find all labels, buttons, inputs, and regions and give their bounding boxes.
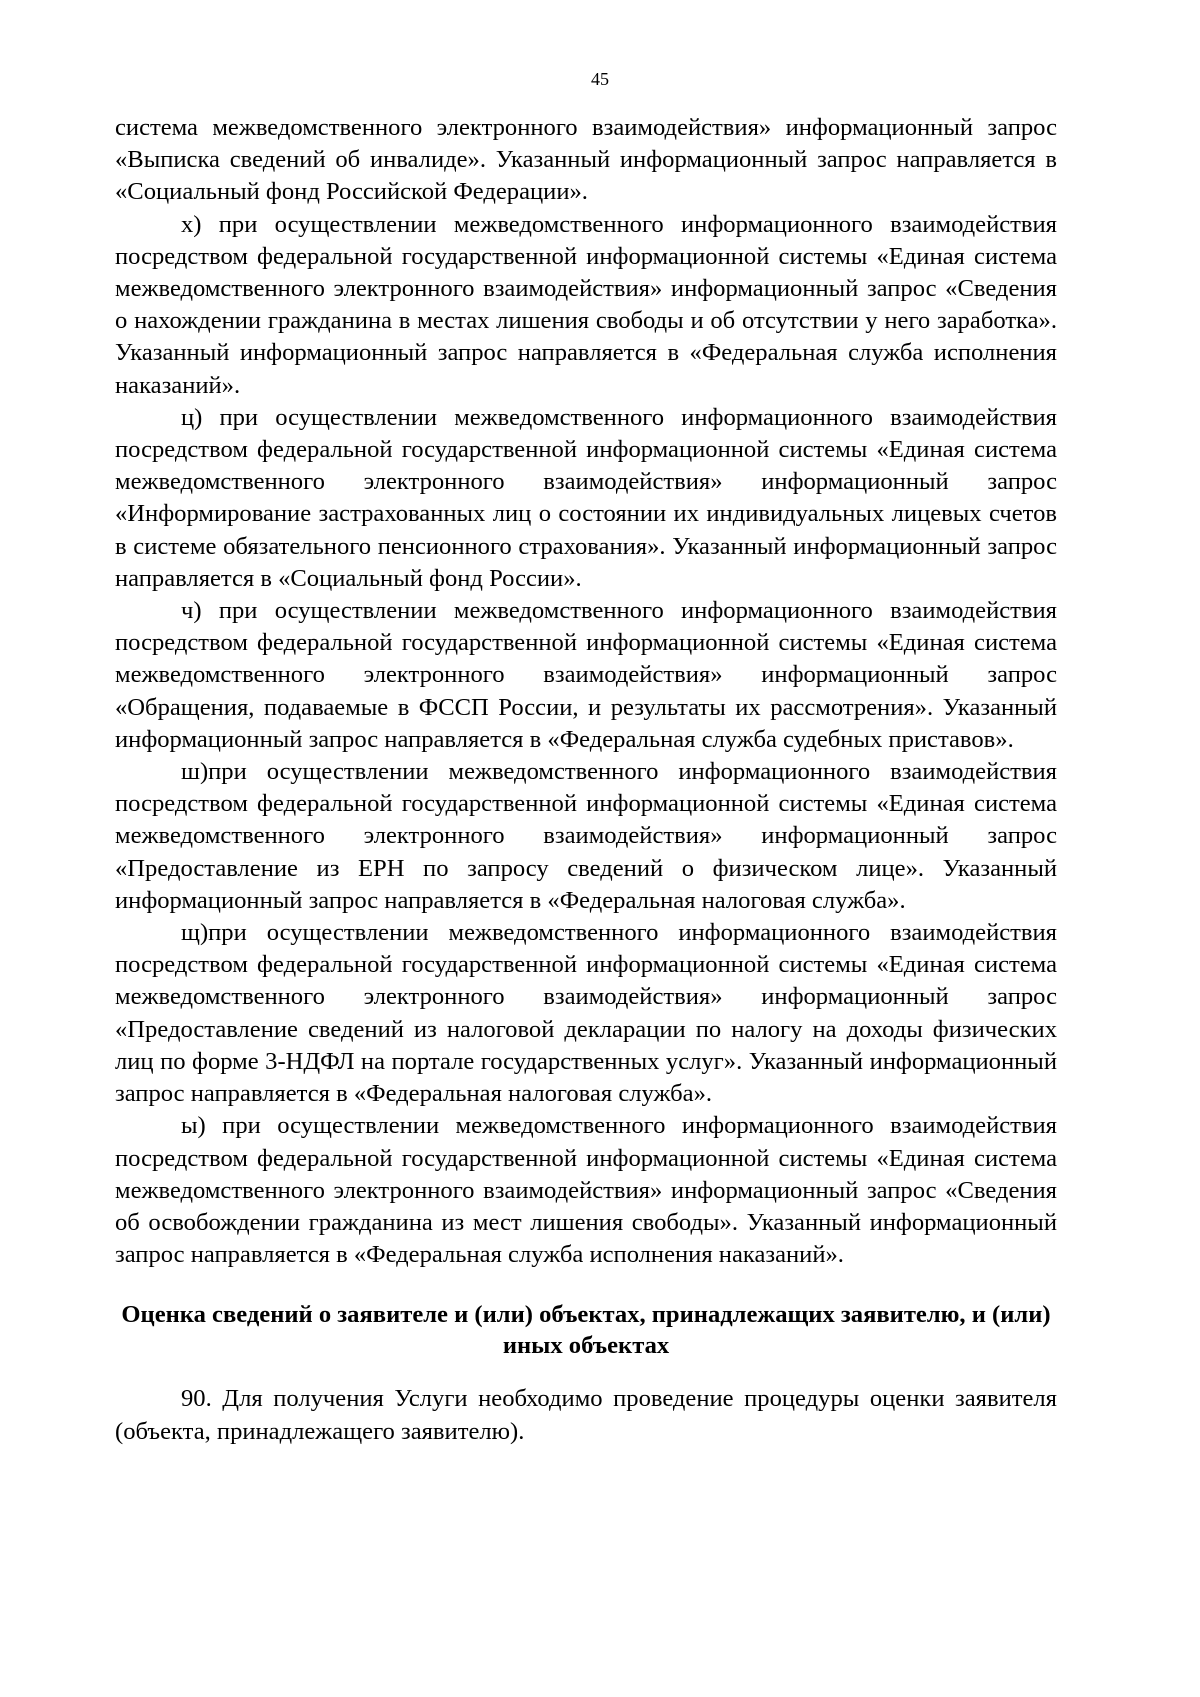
paragraph-continuation: система межведомственного электронного взаимодействия» информационный запрос «Выписка сведений об инвалиде». Указанный информационный запрос направляется в «Социальный фонд Российской Федерации».	[115, 114, 1057, 206]
page-number: 45	[591, 69, 609, 89]
body-text	[115, 112, 1057, 1448]
paragraph-item-shch: щ)при осуществлении межведомственного информационного взаимодействия посредством федеральной государственной информационной системы «Единая система межведомственного электронного взаимодействия» информационный запрос «Предоставление сведений из налоговой декларации по налогу на доходы физических лиц по форме 3-НДФЛ на портале государственных услуг». Указанный информационный запрос направляется в «Федеральная налоговая служба».	[115, 919, 1057, 1108]
paragraph-item-90: 90. Для получения Услуги необходимо проведение процедуры оценки заявителя (объекта, принадлежащего заявителю).	[115, 1385, 1057, 1445]
paragraph-item-ts: ц) при осуществлении межведомственного информационного взаимодействия посредством федеральной государственной информационной системы «Единая система межведомственного электронного взаимодействия» информационный запрос «Информирование застрахованных лиц о состоянии их индивидуальных лицевых счетов в системе обязательного пенсионного страхования». Указанный информационный запрос направляется в «Социальный фонд России».	[115, 403, 1057, 592]
section-heading: Оценка сведений о заявителе и (или) объектах, принадлежащих заявителю, и (или) иных объектах	[121, 1301, 1051, 1360]
paragraph-item-kh: х) при осуществлении межведомственного информационного взаимодействия посредством федеральной государственной информационной системы «Единая система межведомственного электронного взаимодействия» информационный запрос «Сведения о нахождении гражданина в местах лишения свободы и об отсутствии у него заработка». Указанный информационный запрос направляется в «Федеральная служба исполнения наказаний».	[115, 210, 1057, 399]
paragraph-item-sh: ш)при осуществлении межведомственного информационного взаимодействия посредством федеральной государственной информационной системы «Единая система межведомственного электронного взаимодействия» информационный запрос «Предоставление из ЕРН по запросу сведений о физическом лице». Указанный информационный запрос направляется в «Федеральная налоговая служба».	[115, 758, 1057, 914]
paragraph-item-ch: ч) при осуществлении межведомственного информационного взаимодействия посредством федеральной государственной информационной системы «Единая система межведомственного электронного взаимодействия» информационный запрос «Обращения, подаваемые в ФССП России, и результаты их рассмотрения». Указанный информационный запрос направляется в «Федеральная служба судебных приставов».	[115, 597, 1057, 753]
paragraph-item-y: ы) при осуществлении межведомственного информационного взаимодействия посредством федеральной государственной информационной системы «Единая система межведомственного электронного взаимодействия» информационный запрос «Сведения об освобождении гражданина из мест лишения свободы». Указанный информационный запрос направляется в «Федеральная служба исполнения наказаний».	[115, 1112, 1057, 1269]
